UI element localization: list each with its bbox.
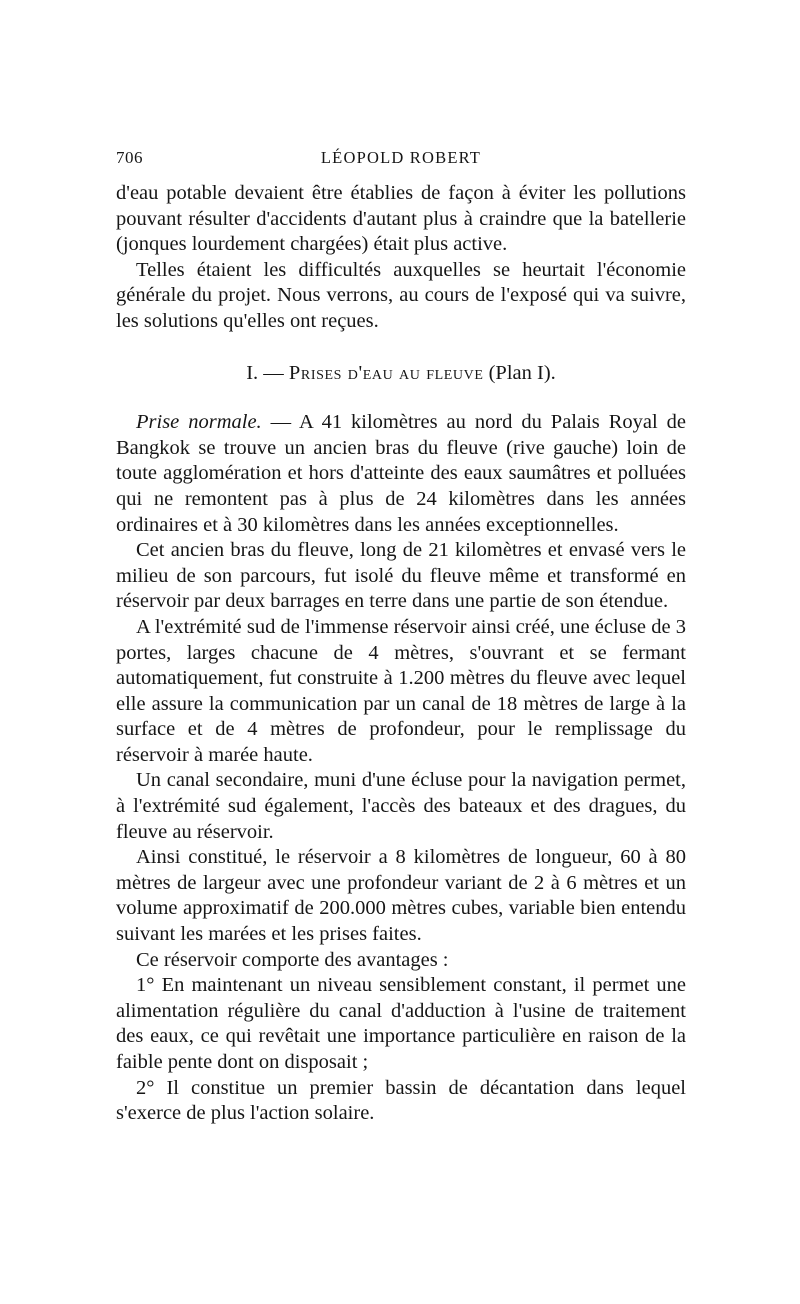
paragraph: Un canal secondaire, muni d'une écluse pour la navigation permet, à l'extrémité sud également, l'accès des bateaux et des dragues, du fleuve au réservoir. — [116, 769, 686, 843]
running-head — [116, 148, 686, 172]
subsection-title: Prise normale. — [136, 411, 262, 434]
paragraph: Telles étaient les difficultés auxquelles se heurtait l'économie générale du projet. Nous verrons, au cours de l'exposé qui va suivre, les solutions qu'elles ont reçues. — [116, 258, 686, 332]
section-plan-ref: (Plan I). — [488, 361, 556, 384]
section-heading — [116, 361, 686, 387]
list-item: 2° Il constitue un premier bassin de décantation dans lequel s'exerce de plus l'action solaire. — [116, 1076, 686, 1125]
paragraph: Ainsi constitué, le réservoir a 8 kilomètres de longueur, 60 à 80 mètres de largeur avec une profondeur variant de 2 à 6 mètres et un volume approximatif de 200.000 mètres cubes, variable bien entendu suivant les marées et les prises faites. — [116, 846, 686, 946]
page-body — [116, 181, 686, 1127]
paragraph: Ce réservoir comporte des avantages : — [136, 948, 449, 971]
running-title: LÉOPOLD ROBERT — [320, 148, 482, 167]
section-number: I. — [246, 361, 259, 384]
paragraph: Cet ancien bras du fleuve, long de 21 kilomètres et envasé vers le milieu de son parcours, fut isolé du fleuve même et transformé en réservoir par deux barrages en terre dans une partie de son étendue. — [116, 539, 686, 613]
section-title: Prises d'eau au fleuve — [288, 361, 484, 384]
page-number: 706 — [116, 148, 143, 167]
subsection-paragraph — [116, 410, 686, 538]
list-item: 1° En maintenant un niveau sensiblement constant, il permet une alimentation régulière du canal d'adduction à l'usine de traitement des eaux, ce qui revêtait une importance particulière en raison de la faible pente dont on disposait ; — [116, 974, 686, 1073]
section-dash: — — [263, 361, 284, 384]
paragraph: A l'extrémité sud de l'immense réservoir ainsi créé, une écluse de 3 portes, larges chacune de 4 mètres, s'ouvrant et se fermant automatiquement, fut construite à 1.200 mètres du fleuve avec lequel elle assure la communication par un canal de 18 mètres de large à la surface et de 4 mètres de profondeur, pour le remplissage du réservoir à marée haute. — [116, 615, 686, 766]
subsection-text: — A 41 kilomètres au nord du Palais Royal de Bangkok se trouve un ancien bras du fleuve (rive gauche) loin de toute agglomération et hors d'atteinte des eaux saumâtres et polluées qui ne remontent pas à plus de 24 kilomètres dans les années ordinaires et à 30 kilomètres dans les années exceptionnelles. — [116, 411, 686, 536]
paragraph-continuation: d'eau potable devaient être établies de façon à éviter les pollutions pouvant résulter d'accidents d'autant plus à craindre que la batellerie (jonques lourdement chargées) était plus active. — [116, 182, 686, 256]
